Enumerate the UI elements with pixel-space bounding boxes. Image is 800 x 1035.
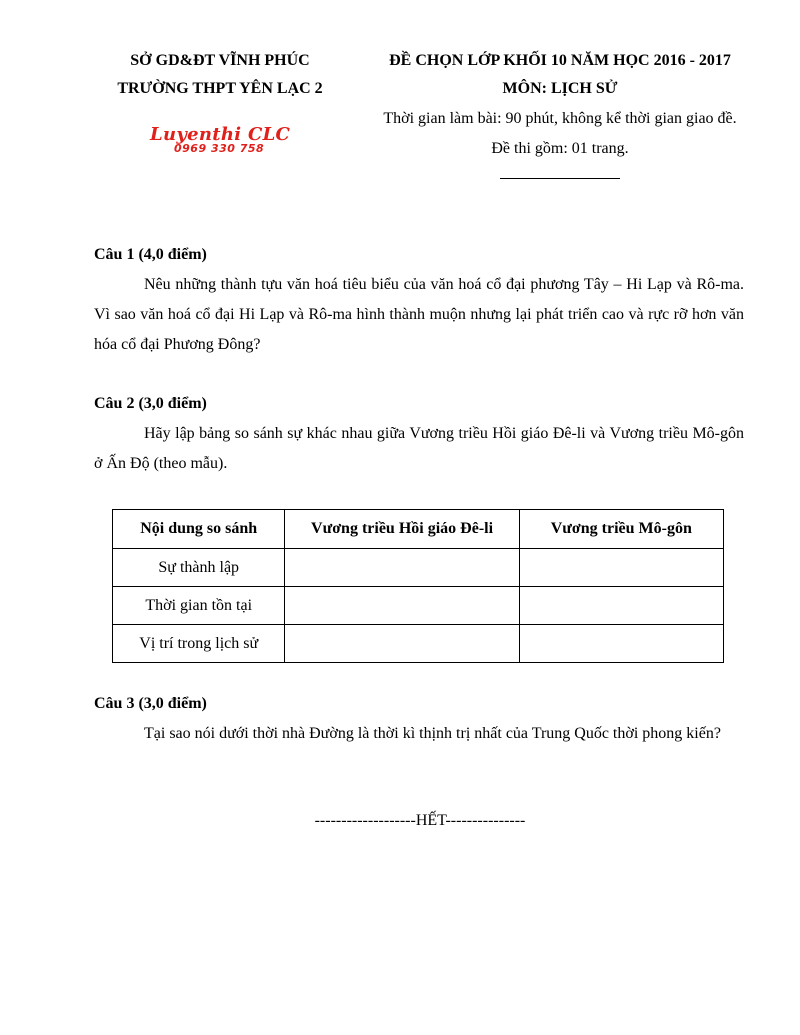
- table-cell: [519, 549, 723, 587]
- table-cell: [519, 587, 723, 625]
- table-header-cell: Nội dung so sánh: [113, 510, 285, 549]
- table-cell: Vị trí trong lịch sử: [113, 625, 285, 663]
- question-2-text: Hãy lập bảng so sánh sự khác nhau giữa Vương triều Hồi giáo Đê-li và Vương triều Mô-gôn ở Ấn Độ (theo mẫu).: [94, 425, 744, 472]
- table-row: [113, 625, 724, 663]
- table-header-cell: Vương triều Hồi giáo Đê-li: [285, 510, 519, 549]
- school-name: TRƯỜNG THPT YÊN LẠC 2: [117, 80, 323, 97]
- table-row: [113, 587, 724, 625]
- question-1-text: Nêu những thành tựu văn hoá tiêu biểu của văn hoá cổ đại phương Tây – Hi Lạp và Rô-ma. Vì sao văn hoá cổ đại Hi Lạp và Rô-ma hình thành muộn nhưng lại phát triển cao và rực rỡ hơn văn hóa cổ đại Phương Đông?: [94, 276, 744, 353]
- table-cell: [285, 549, 519, 587]
- exam-subject: MÔN: LỊCH SỬ: [502, 80, 618, 97]
- luyenthi-logo: [140, 124, 300, 156]
- question-3-title: Câu 3 (3,0 điểm): [94, 695, 207, 712]
- exam-title: ĐỀ CHỌN LỚP KHỐI 10 NĂM HỌC 2016 - 2017: [389, 52, 731, 69]
- table-header-row: [113, 510, 724, 549]
- table-cell: Thời gian tồn tại: [113, 587, 285, 625]
- logo-name: Luyenthi CLC: [150, 124, 291, 145]
- question-2-title: Câu 2 (3,0 điểm): [94, 395, 207, 412]
- question-3-text: Tại sao nói dưới thời nhà Đường là thời kì thịnh trị nhất của Trung Quốc thời phong kiến?: [144, 725, 721, 742]
- logo-phone: 0969 330 758: [174, 142, 265, 155]
- table-header-cell: Vương triều Mô-gôn: [519, 510, 723, 549]
- question-1-title: Câu 1 (4,0 điểm): [94, 246, 207, 263]
- header-divider: [500, 178, 620, 179]
- exam-pages: Đề thi gồm: 01 trang.: [491, 140, 629, 157]
- exam-time: Thời gian làm bài: 90 phút, không kể thời gian giao đề.: [383, 110, 737, 127]
- table-row: [113, 549, 724, 587]
- table-cell: Sự thành lập: [113, 549, 285, 587]
- table-cell: [285, 587, 519, 625]
- comparison-table: [112, 509, 724, 663]
- table-cell: [519, 625, 723, 663]
- table-cell: [285, 625, 519, 663]
- end-mark: -------------------HẾT---------------: [314, 812, 526, 829]
- school-department: SỞ GD&ĐT VĨNH PHÚC: [130, 52, 310, 69]
